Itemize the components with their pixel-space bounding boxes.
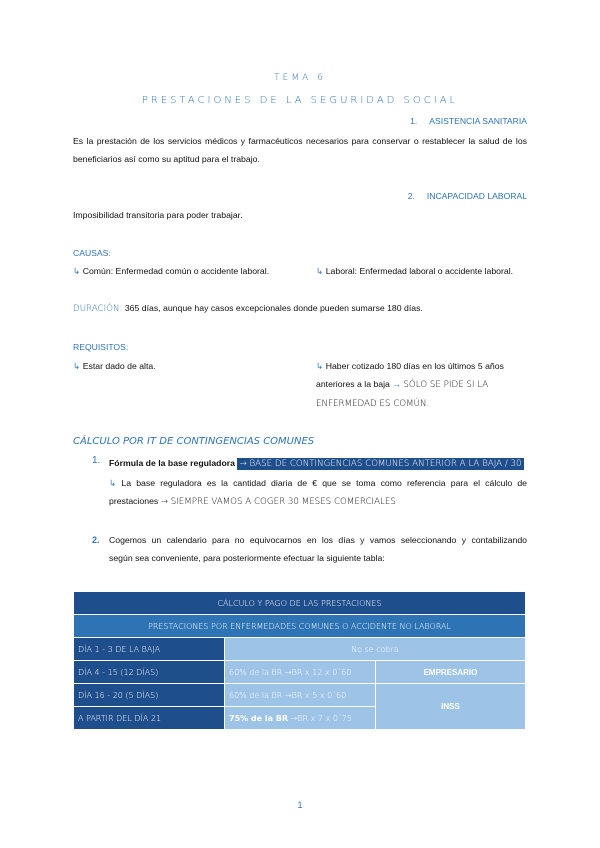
duracion-text: 365 días, aunque hay casos excepcionales donde pueden sumarse 180 días. [124, 303, 423, 313]
row-period: DÍA 16 - 20 (5 DÍAS) [74, 684, 225, 707]
requisitos-label: REQUISITOS: [73, 342, 129, 352]
table-title: CÁLCULO Y PAGO DE LAS PRESTACIONES [74, 592, 526, 615]
item-1-sub-text: La base reguladora es la cantidad diaria de € que se toma como referencia para el cálculo de [121, 478, 527, 488]
row-period: DÍA 4 - 15 (12 DÍAS) [74, 661, 225, 684]
calculo-heading: CÁLCULO POR IT DE CONTINGENCIAS COMUNES [73, 436, 315, 447]
tema-label: TEMA 6 [274, 73, 326, 83]
row-period: A PARTIR DEL DÍA 21 [74, 707, 225, 730]
requisito-cotizado [316, 357, 528, 413]
item-2 [109, 531, 527, 567]
row-calc: 60% de la BR →BR x 5 x 0´60 [225, 684, 376, 707]
section-2-heading [408, 191, 527, 201]
causas-label: CAUSAS: [73, 248, 111, 258]
arrow-icon: ↳ [109, 478, 117, 488]
causa-laboral [316, 262, 513, 280]
cotizado-line-1: Haber cotizado 180 días en los últimos 5 años [325, 361, 504, 371]
cotizado-line-2: anteriores a la baja [316, 379, 390, 389]
item-1-sub-text-2: prestaciones [109, 496, 159, 506]
cotizado-note-1: SÓLO SE PIDE SI LA [403, 380, 489, 390]
arrow-icon: ↳ [316, 361, 324, 371]
section-2-title: INCAPACIDAD LABORAL [426, 191, 527, 201]
causa-comun [73, 262, 269, 280]
arrow-right-icon: → [392, 379, 401, 389]
item-1-text: Fórmula de la base reguladora [109, 458, 236, 468]
table-subtitle: PRESTACIONES POR ENFERMEDADES COMUNES O ACCIDENTE NO LABORAL [74, 615, 526, 638]
section-1-text: Es la prestación de los servicios médicos y farmacéuticos necesarios para conservar o restablecer la salud de los beneficiarios así como su aptitud para el trabajo. [73, 136, 527, 164]
item-1-highlight: → BASE DE CONTINGENCIAS COMUNES ANTERIOR A LA BAJA / 30 [239, 459, 522, 469]
item-1-number: 1. [92, 455, 101, 466]
row-calc-formula: →BR x 7 x 0´75 [290, 713, 352, 723]
section-2-number: 2. [407, 191, 415, 201]
section-1-title: ASISTENCIA SANITARIA [429, 116, 527, 126]
row-calc: 60% de la BR →BR x 12 x 0´60 [225, 661, 376, 684]
causa-laboral-text: Laboral: Enfermedad laboral o accidente laboral. [325, 266, 514, 276]
table-row [74, 684, 526, 707]
arrow-icon: ↳ [73, 361, 81, 371]
requisito-alta [73, 357, 156, 375]
page-number: 1 [297, 800, 303, 810]
item-2-text: Cogemos un calendario para no equivocarnos en los días y vamos seleccionando y contabilizando [109, 535, 527, 545]
cotizado-note-2: ENFERMEDAD ES COMÚN. [316, 399, 430, 409]
payer-empresario: EMPRESARIO [376, 661, 526, 684]
section-1-number: 1. [410, 116, 418, 126]
payer-inss: INSS [376, 684, 526, 730]
row-period: DÍA 1 - 3 DE LA BAJA [74, 638, 225, 661]
item-1 [109, 454, 524, 473]
arrow-icon: ↳ [316, 266, 324, 276]
section-2-text: Imposibilidad transitoria para poder trabajar. [73, 210, 243, 220]
item-1-sub-note: → SIEMPRE VAMOS A COGER 30 MESES COMERCIALES [160, 497, 396, 507]
prestaciones-table [73, 591, 526, 730]
section-1-heading [410, 116, 527, 126]
arrow-icon: ↳ [73, 266, 81, 276]
page-title: PRESTACIONES DE LA SEGURIDAD SOCIAL [141, 95, 459, 106]
duracion [73, 299, 423, 318]
table-row [74, 661, 526, 684]
causa-comun-text: Común: Enfermedad común o accidente laboral. [82, 266, 270, 276]
item-2-number: 2. [92, 535, 100, 545]
requisito-alta-text: Estar dado de alta. [82, 361, 156, 371]
duracion-label: DURACIÓN: [73, 304, 123, 314]
row-calc: No se cobra [225, 638, 526, 661]
row-calc-bold: 75% de la BR [229, 713, 289, 723]
item-1-sub [109, 474, 527, 511]
row-calc [225, 707, 376, 730]
table-row [74, 638, 526, 661]
item-2-text-2: según sea conveniente, para posteriormente efectuar la siguiente tabla: [109, 553, 385, 563]
